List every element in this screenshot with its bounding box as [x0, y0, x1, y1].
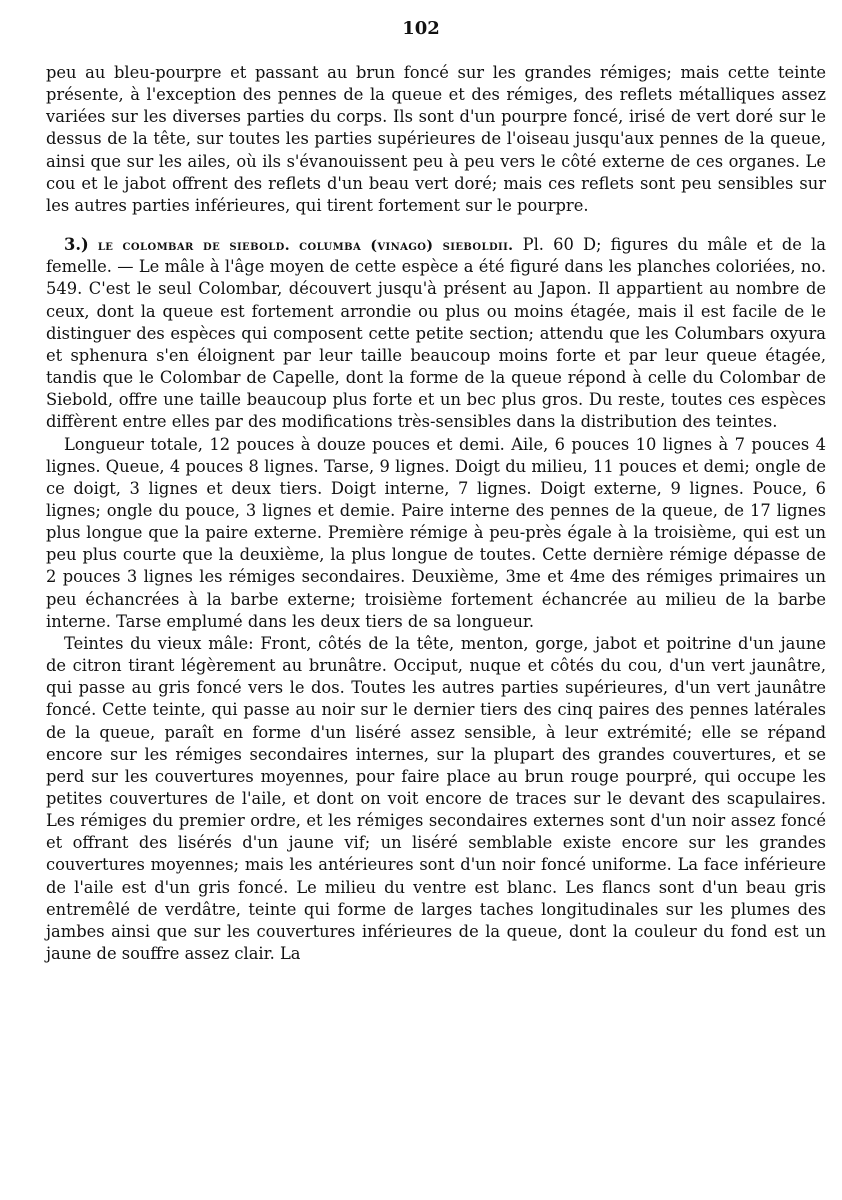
- body-text: [46, 62, 826, 965]
- species-number: 3.): [64, 235, 89, 255]
- species-description: Pl. 60 D; figures du mâle et de la femelle. — Le mâle à l'âge moyen de cette espèce a été figuré dans les planches coloriées, no. 549. C'est le seul Colombar, découvert jusqu'à présent au Japon. Il appartient au nombre de ceux, dont la queue est fortement arrondie ou plus ou moins étagée, mais il est facile de le distinguer des espèces qui composent cette petite section; attendu que les Columbars oxyura et sphenura s'en éloignent par leur taille beaucoup moins forte et par leur queue étagée, tandis que le Colombar de Capelle, dont la forme de la queue répond à celle du Colombar de Siebold, offre une taille beaucoup plus forte et un bec plus gros. Du reste, toutes ces espèces diffèrent entre elles par des modifications très-sensibles dans la distribution des teintes.: [46, 235, 826, 432]
- paragraph-species-entry: [46, 234, 826, 433]
- paragraph-continuation: peu au bleu-pourpre et passant au brun foncé sur les grandes rémiges; mais cette teinte présente, à l'exception des pennes de la queue et des rémiges, des reflets métalliques assez variées sur les diverses parties du corps. Ils sont d'un pourpre foncé, irisé de vert doré sur le dessus de la tête, sur toutes les parties supérieures de l'oiseau jusqu'aux pennes de la queue, ainsi que sur les ailes, où ils s'évanouissent peu à peu vers le côté externe de ces organes. Le cou et le jabot offrent des reflets d'un beau vert doré; mais ces reflets sont peu sensibles sur les autres parties inférieures, qui tirent fortement sur le pourpre.: [46, 63, 826, 215]
- species-french-name: le colombar de siebold.: [97, 238, 290, 255]
- paragraph-adult-male-colors: Teintes du vieux mâle: Front, côtés de la tête, menton, gorge, jabot et poitrine d'un jaune de citron tirant légèrement au brunâtre. Occiput, nuque et côtés du cou, d'un vert jaunâtre, qui passe au gris foncé vers le dos. Toutes les autres parties supérieures, d'un vert jaunâtre foncé. Cette teinte, qui passe au noir sur le dernier tiers des cinq paires des pennes latérales de la queue, paraît en forme d'un liséré assez sensible, à leur extrémité; elle se répand encore sur les rémiges secondaires internes, sur la plupart des grandes couvertures, et se perd sur les couvertures moyennes, pour faire place au brun rouge pourpré, qui occupe les petites couvertures de l'aile, et dont on voit encore de traces sur le devant des scapulaires. Les rémiges du premier ordre, et les rémiges secondaires externes sont d'un noir assez foncé et offrant des lisérés d'un jaune vif; un liséré semblable existe encore sur les grandes couvertures moyennes; mais les antérieures sont d'un noir foncé uniforme. La face inférieure de l'aile est d'un gris foncé. Le milieu du ventre est blanc. Les flancs sont d'un beau gris entremêlé de verdâtre, teinte qui forme de larges taches longitudinales sur les plumes des jambes ainsi que sur les couvertures inférieures de la queue, dont la couleur du fond est un jaune de souffre assez clair. La: [46, 633, 826, 964]
- species-latin-name: columba (vinago) sieboldii.: [299, 238, 514, 255]
- page-number: 102: [402, 18, 440, 39]
- paragraph-measurements: Longueur totale, 12 pouces à douze pouces et demi. Aile, 6 pouces 10 lignes à 7 pouces 4 lignes. Queue, 4 pouces 8 lignes. Tarse, 9 lignes. Doigt du milieu, 11 pouces et demi; ongle de ce doigt, 3 lignes et deux tiers. Doigt interne, 7 lignes. Doigt externe, 9 lignes. Pouce, 6 lignes; ongle du pouce, 3 lignes et demie. Paire interne des pennes de la queue, de 17 lignes plus longue que la paire externe. Première rémige à peu-près égale à la troisième, qui est un peu plus courte que la deuxième, la plus longue de toutes. Cette dernière rémige dépasse de 2 pouces 3 lignes les rémiges secondaires. Deuxième, 3me et 4me des rémiges primaires un peu échancrées à la barbe externe; troisième fortement échancrée au milieu de la barbe interne. Tarse emplumé dans les deux tiers de sa longueur.: [46, 434, 826, 631]
